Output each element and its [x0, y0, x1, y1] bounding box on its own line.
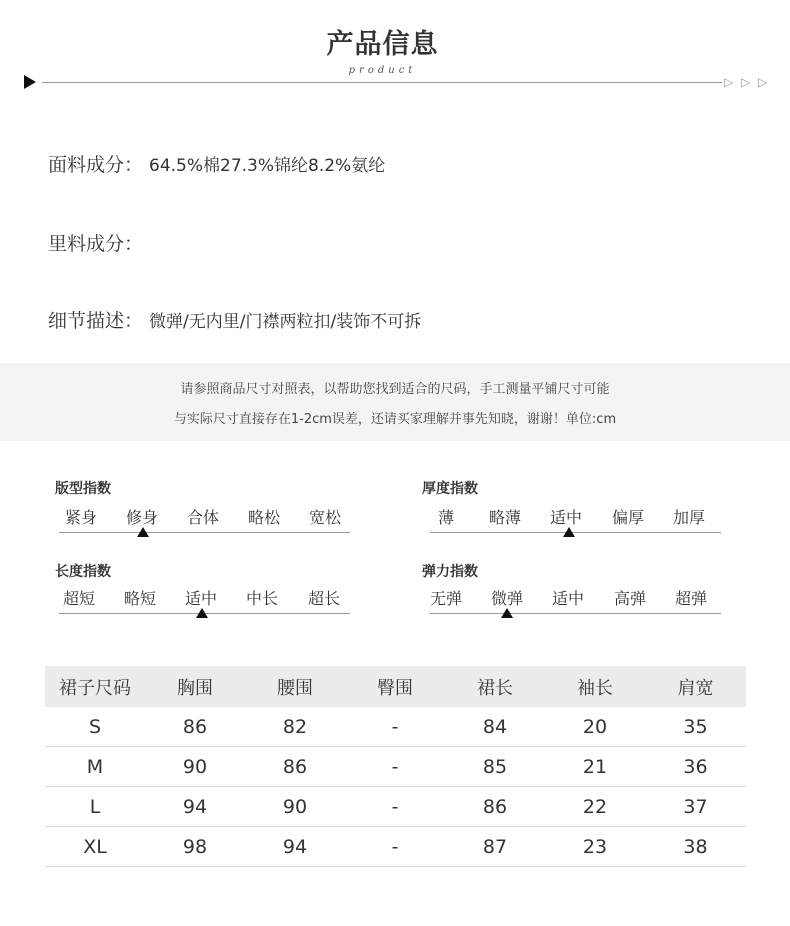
fabric-label: 面料成分：: [48, 154, 144, 176]
table-cell: M: [45, 747, 145, 787]
stretch-index-title: 弹力指数: [422, 564, 478, 580]
table-header-row: [45, 666, 746, 707]
fit-option: 宽松: [308, 508, 341, 527]
table-cell: -: [345, 707, 445, 747]
length-option: 超短: [62, 589, 95, 608]
stretch-option: 高弹: [613, 589, 646, 608]
stretch-option: 适中: [551, 589, 584, 608]
table-cell: 94: [145, 787, 245, 827]
stretch-option: 微弹: [490, 589, 523, 608]
table-cell: 87: [445, 827, 545, 867]
detail-value: 微弹/无内里/门襟两粒扣/装饰不可拆: [149, 312, 422, 332]
lining-row: [48, 229, 149, 256]
header-divider: [42, 82, 722, 83]
fit-option: 修身: [125, 508, 158, 527]
table-cell: -: [345, 827, 445, 867]
size-notice: [0, 363, 790, 441]
stretch-marker-icon: [501, 608, 513, 618]
length-option: 中长: [245, 589, 278, 608]
table-cell: 90: [245, 787, 345, 827]
page-subtitle: product: [348, 65, 417, 76]
table-cell: 84: [445, 707, 545, 747]
fabric-value: 64.5%棉27.3%锦纶8.2%氨纶: [149, 156, 386, 176]
fit-scale-line: [59, 532, 350, 533]
table-header-cell: 腰围: [245, 666, 345, 707]
table-header-cell: 臀围: [345, 666, 445, 707]
detail-row: [48, 306, 421, 333]
table-cell: 85: [445, 747, 545, 787]
table-cell: 20: [545, 707, 645, 747]
table-cell: 23: [545, 827, 645, 867]
notice-line-1: 请参照商品尺寸对照表，以帮助您找到适合的尺码，手工测量平铺尺寸可能: [180, 382, 610, 397]
table-cell: -: [345, 747, 445, 787]
fit-option: 紧身: [64, 508, 97, 527]
stretch-scale-line: [430, 613, 721, 614]
table-cell: 86: [445, 787, 545, 827]
size-table: [45, 666, 746, 867]
table-cell: S: [45, 707, 145, 747]
table-cell: 38: [645, 827, 746, 867]
stretch-option: 超弹: [674, 589, 707, 608]
fit-marker-icon: [137, 527, 149, 537]
table-header-cell: 胸围: [145, 666, 245, 707]
thickness-option: 适中: [549, 508, 582, 527]
thickness-index-title: 厚度指数: [422, 481, 478, 497]
stretch-option: 无弹: [429, 589, 462, 608]
length-marker-icon: [196, 608, 208, 618]
length-option: 适中: [184, 589, 217, 608]
table-cell: 36: [645, 747, 746, 787]
table-cell: 22: [545, 787, 645, 827]
table-row: [45, 787, 746, 827]
page-title: 产品信息: [326, 29, 439, 60]
table-header-cell: 裙长: [445, 666, 545, 707]
table-cell: XL: [45, 827, 145, 867]
arrow-right-icon: [24, 75, 36, 89]
table-cell: 98: [145, 827, 245, 867]
length-index-title: 长度指数: [55, 564, 111, 580]
detail-label: 细节描述：: [48, 310, 144, 332]
table-cell: 86: [145, 707, 245, 747]
table-row: [45, 747, 746, 787]
table-header-cell: 袖长: [545, 666, 645, 707]
thickness-option: 略薄: [488, 508, 521, 527]
thickness-option: 偏厚: [611, 508, 644, 527]
table-cell: L: [45, 787, 145, 827]
outline-arrow-icon: ▷: [724, 75, 734, 89]
notice-line-2: 与实际尺寸直接存在1-2cm误差，还请买家理解并事先知晓，谢谢！单位:cm: [173, 412, 617, 427]
table-cell: 35: [645, 707, 746, 747]
outline-arrow-icon: ▷: [758, 75, 768, 89]
table-cell: 94: [245, 827, 345, 867]
fit-option: 略松: [247, 508, 280, 527]
table-cell: -: [345, 787, 445, 827]
table-cell: 21: [545, 747, 645, 787]
fabric-row: [48, 150, 385, 177]
thickness-option: 加厚: [672, 508, 705, 527]
thickness-option: 薄: [437, 508, 454, 527]
table-cell: 37: [645, 787, 746, 827]
length-option: 超长: [307, 589, 340, 608]
fit-index-title: 版型指数: [55, 481, 111, 497]
table-header-cell: 裙子尺码: [45, 666, 145, 707]
table-cell: 90: [145, 747, 245, 787]
table-row: [45, 827, 746, 867]
table-cell: 82: [245, 707, 345, 747]
length-option: 略短: [123, 589, 156, 608]
table-header-cell: 肩宽: [645, 666, 746, 707]
thickness-marker-icon: [563, 527, 575, 537]
thickness-scale-line: [430, 532, 721, 533]
lining-label: 里料成分：: [48, 233, 144, 255]
outline-arrow-icon: ▷: [741, 75, 751, 89]
table-cell: 86: [245, 747, 345, 787]
fit-option: 合体: [186, 508, 219, 527]
table-row: [45, 707, 746, 747]
